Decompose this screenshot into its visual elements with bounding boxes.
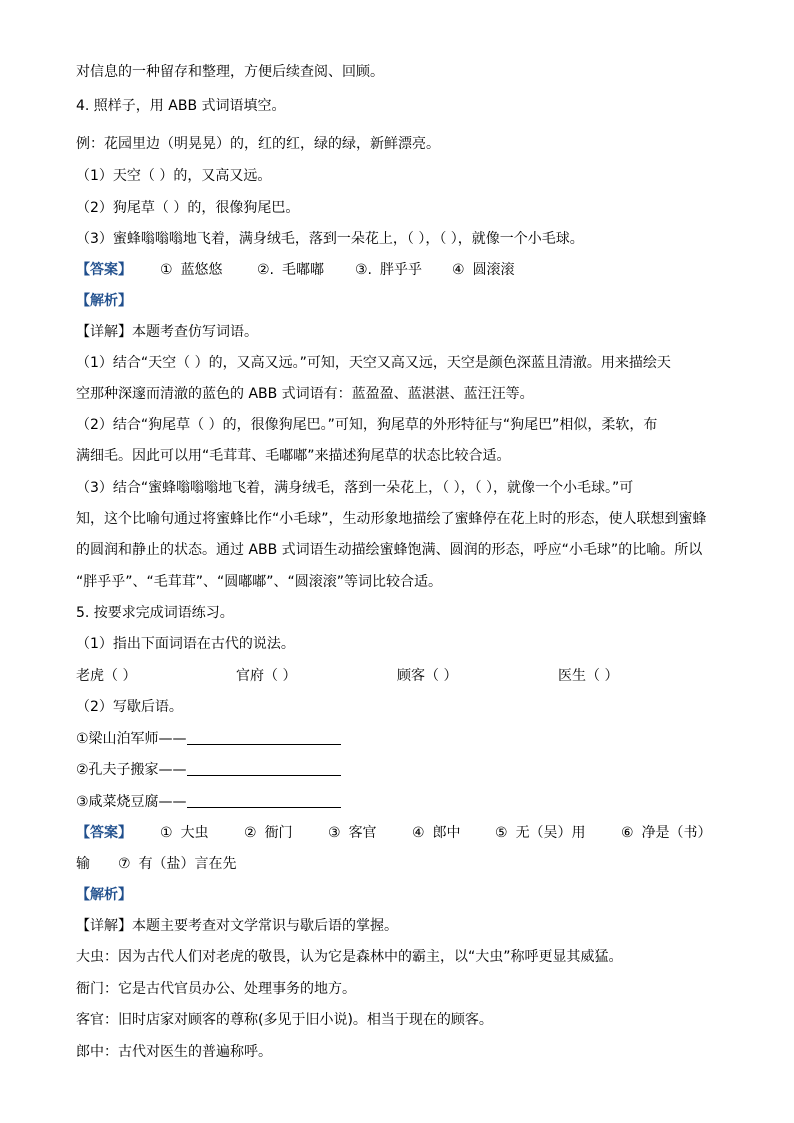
answer-text: 无（吴）用: [515, 825, 586, 841]
question-5-part-2: （2）写歇后语。: [76, 699, 183, 715]
answer-number: ④: [452, 262, 465, 278]
answer-number: ②: [244, 825, 257, 841]
question-5-part-1: （1）指出下面词语在古代的说法。: [76, 636, 295, 652]
answer-number: ②.: [257, 262, 275, 278]
xiehouyu-prompt: ①梁山泊军师——: [76, 731, 187, 747]
answer-underline: [187, 761, 341, 776]
explanation-line: （1）结合“天空（ ）的，又高又远。”可知，天空又高又远，天空是颜色深蓝且清澈。用来描绘天: [76, 355, 671, 371]
answer-label: 【答案】: [76, 262, 132, 278]
explanation-line: 满细毛。因此可以用“毛茸茸、毛嘟嘟”来描述狗尾草的状态比较合适。: [76, 448, 511, 464]
xiehouyu-prompt: ②孔夫子搬家——: [76, 762, 187, 778]
explanation-line: （2）结合“狗尾草（ ）的，很像狗尾巴。”可知，狗尾草的外形特征与“狗尾巴”相似，柔软，布: [76, 417, 658, 433]
explanation-line: “胖乎乎”、“毛茸茸”、“圆嘟嘟”、“圆滚滚”等词比较合适。: [76, 574, 443, 590]
answer-text: 净是（书）: [641, 825, 712, 841]
question-5-title: 5. 按要求完成词语练习。: [76, 605, 234, 621]
answer-text: 毛嘟嘟: [282, 262, 325, 278]
xiehouyu-line: [76, 729, 341, 749]
answer-item: [412, 823, 461, 843]
explanation-line: （3）结合“蜜蜂嗡嗡嗡地飞着，满身绒毛，落到一朵花上，（ ），（ ），就像一个小毛球。”可: [76, 480, 634, 496]
answer-number: ③.: [355, 262, 373, 278]
answer-underline: [187, 730, 341, 745]
word-blank: 顾客（ ）: [397, 668, 458, 684]
question-4-title: 4. 照样子，用 ABB 式词语填空。: [76, 98, 286, 114]
answer-item: [257, 260, 324, 280]
answer-text: 输: [76, 856, 90, 872]
answer-item: [160, 260, 223, 280]
question-4-item-3: （3）蜜蜂嗡嗡嗡地飞着，满身绒毛，落到一朵花上，（ ），（ ），就像一个小毛球。: [76, 231, 584, 247]
word-blank: 医生（ ）: [558, 668, 619, 684]
answer-item: [118, 854, 237, 874]
answer-number: ①: [160, 825, 173, 841]
answer-item: [452, 260, 515, 280]
answer-item: [244, 823, 293, 843]
answer-continuation: [76, 854, 90, 874]
answer-item: [328, 823, 377, 843]
explanation-line: 知，这个比喻句通过将蜜蜂比作“小毛球”，生动形象地描绘了蜜蜂停在花上时的形态，使人联想到蜜蜂: [76, 511, 707, 527]
answer-item: [495, 823, 586, 843]
xiehouyu-line: [76, 792, 341, 812]
analysis-label: 【解析】: [76, 293, 132, 309]
answer-number: ⑤: [495, 825, 508, 841]
answer-text: 客官: [348, 825, 377, 841]
explanation-line: 空那种深邃而清澈的蓝色的 ABB 式词语有：蓝盈盈、蓝湛湛、蓝汪汪等。: [76, 386, 534, 402]
answer-number: ①: [160, 262, 173, 278]
detail-line: 衙门：它是古代官员办公、处理事务的地方。: [76, 981, 356, 997]
explanation-line: 的圆润和静止的状态。通过 ABB 式词语生动描绘蜜蜂饱满、圆润的形态，呼应“小毛球”的比喻。所以: [76, 542, 703, 558]
answer-number: ⑥: [621, 825, 634, 841]
question-4-item-2: （2）狗尾草（ ）的，很像狗尾巴。: [76, 200, 300, 216]
detail-heading: 【详解】本题主要考查对文学常识与歇后语的掌握。: [76, 918, 398, 934]
answer-text: 郎中: [432, 825, 461, 841]
xiehouyu-prompt: ③咸菜烧豆腐——: [76, 794, 187, 810]
analysis-label: 【解析】: [76, 887, 132, 903]
answer-number: ③: [328, 825, 341, 841]
detail-line: 郎中：古代对医生的普遍称呼。: [76, 1044, 272, 1060]
answer-text: 圆滚滚: [472, 262, 515, 278]
word-blank: 官府（ ）: [236, 668, 297, 684]
answer-text: 有（盐）言在先: [138, 856, 237, 872]
text-line: 对信息的一种留存和整理，方便后续查阅、回顾。: [76, 64, 384, 80]
detail-line: 大虫：因为古代人们对老虎的敬畏，认为它是森林中的霸主，以“大虫”称呼更显其威猛。: [76, 949, 623, 965]
question-4-example: 例：花园里边（明晃晃）的，红的红，绿的绿，新鲜漂亮。: [76, 136, 440, 152]
answer-underline: [187, 793, 341, 808]
answer-number: ④: [412, 825, 425, 841]
answer-text: 胖乎乎: [380, 262, 423, 278]
answer-label: 【答案】: [76, 825, 132, 841]
answer-item: [621, 823, 712, 843]
answer-text: 蓝悠悠: [180, 262, 223, 278]
word-blank: 老虎（ ）: [76, 668, 137, 684]
answer-text: 大虫: [180, 825, 209, 841]
question-4-item-1: （1）天空（ ）的，又高又远。: [76, 168, 272, 184]
answer-item: [160, 823, 209, 843]
answer-number: ⑦: [118, 856, 131, 872]
detail-line: 客官：旧时店家对顾客的尊称(多见于旧小说)。相当于现在的顾客。: [76, 1012, 493, 1028]
answer-item: [355, 260, 422, 280]
answer-text: 衙门: [264, 825, 293, 841]
detail-heading: 【详解】本题考查仿写词语。: [76, 324, 258, 340]
xiehouyu-line: [76, 760, 341, 780]
